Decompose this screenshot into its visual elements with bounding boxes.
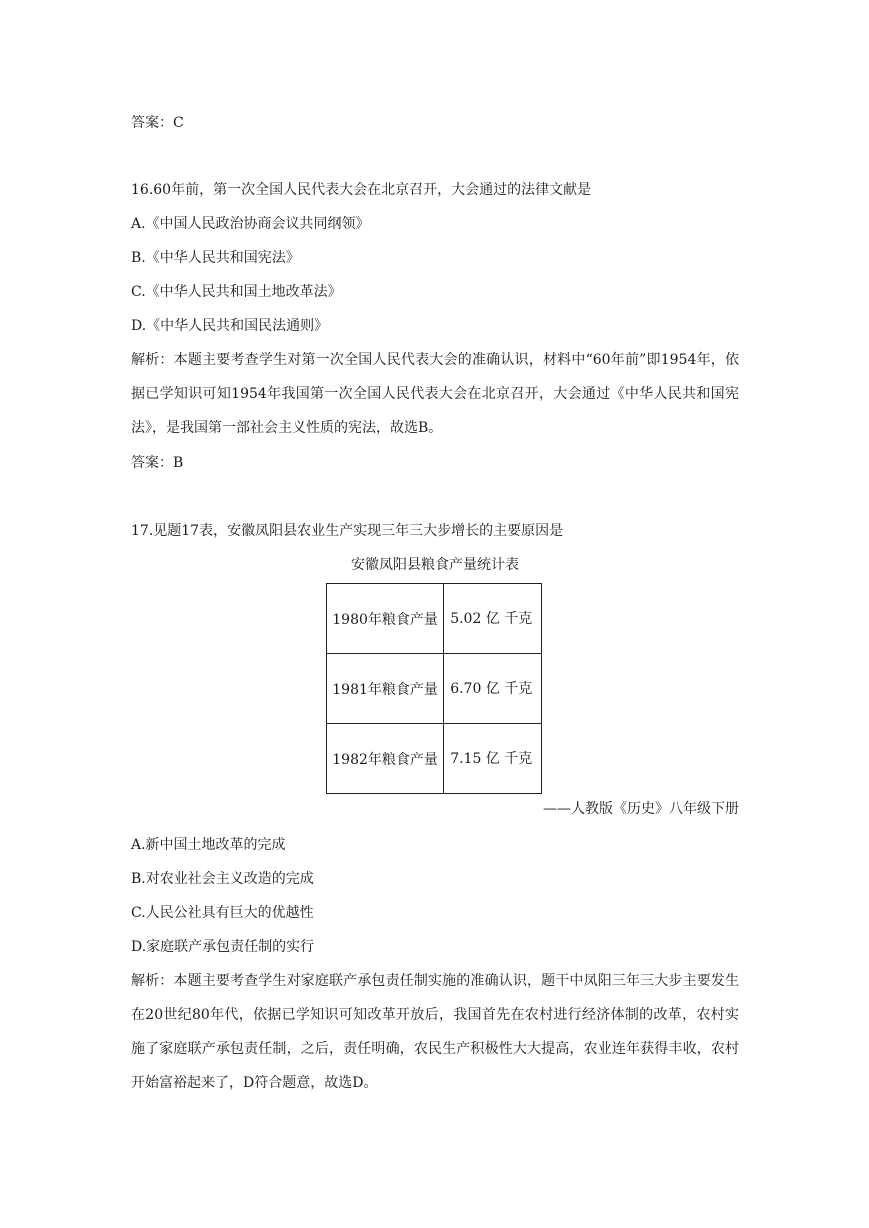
question-16-option-a: A.《中国人民政治协商会议共同纲领》 — [131, 216, 370, 232]
table-caption: 安徽凤阳县粮食产量统计表 — [351, 557, 519, 573]
answer-16: 答案：B — [131, 455, 184, 471]
table-cell-value: 6.70 亿 千克 — [444, 654, 542, 724]
table-cell-year: 1981年粮食产量 — [327, 654, 444, 724]
question-16-option-b: B.《中华人民共和国宪法》 — [131, 250, 300, 266]
question-17-stem: 17.见题17表，安徽凤阳县农业生产实现三年三大步增长的主要原因是 — [131, 523, 564, 539]
table-cell-value: 5.02 亿 千克 — [444, 584, 542, 654]
answer-15: 答案：C — [131, 115, 184, 131]
table-source: ——人教版《历史》八年级下册 — [543, 801, 739, 817]
grain-output-table — [326, 583, 542, 794]
table-cell-year: 1980年粮食产量 — [327, 584, 444, 654]
question-17-option-b: B.对农业社会主义改造的完成 — [131, 871, 314, 887]
table-cell-value: 7.15 亿 千克 — [444, 724, 542, 794]
question-17-option-c: C.人民公社具有巨大的优越性 — [131, 905, 314, 921]
question-16-stem: 16.60年前，第一次全国人民代表大会在北京召开，大会通过的法律文献是 — [131, 182, 592, 198]
question-17-option-d: D.家庭联产承包责任制的实行 — [131, 939, 315, 955]
question-16-analysis: 解析：本题主要考查学生对第一次全国人民代表大会的准确认识，材料中“60年前”即1954年，依据已学知识可知1954年我国第一次全国人民代表大会在北京召开，大会通过《中华人民共和国宪法》，是我国第一部社会主义性质的宪法，故选B。 — [131, 352, 739, 436]
question-16-option-c: C.《中华人民共和国土地改革法》 — [131, 284, 342, 300]
question-17-analysis: 解析：本题主要考查学生对家庭联产承包责任制实施的准确认识，题干中凤阳三年三大步主要发生在20世纪80年代，依据已学知识可知改革开放后，我国首先在农村进行经济体制的改革，农村实施了家庭联产承包责任制，之后，责任明确，农民生产积极性大大提高，农业连年获得丰收，农村开始富裕起来了，D符合题意，故选D。 — [131, 973, 739, 1091]
table-row — [327, 584, 542, 654]
table-cell-year: 1982年粮食产量 — [327, 724, 444, 794]
table-row — [327, 654, 542, 724]
question-16-option-d: D.《中华人民共和国民法通则》 — [131, 318, 329, 334]
question-17-option-a: A.新中国土地改革的完成 — [131, 837, 286, 853]
table-row — [327, 724, 542, 794]
